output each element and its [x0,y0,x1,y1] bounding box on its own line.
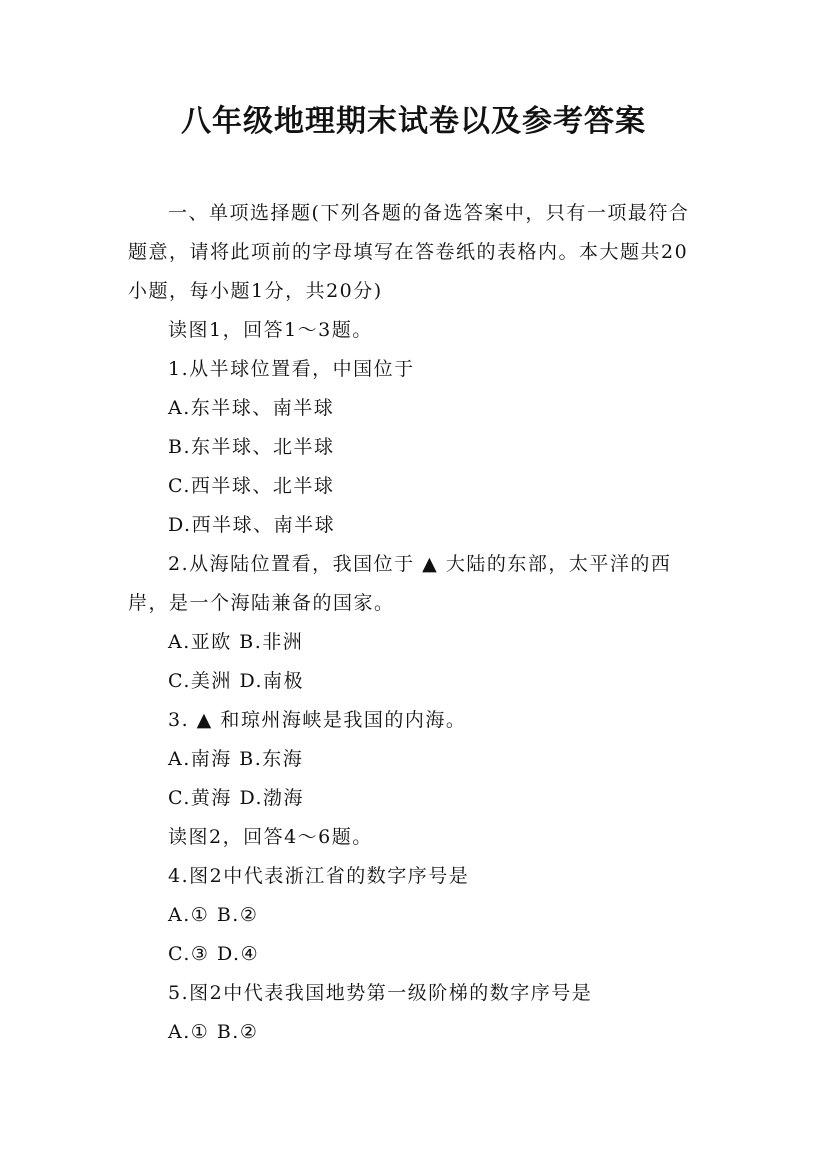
option-a: A.东半球、南半球 [168,397,335,419]
question-4: 4.图2中代表浙江省的数字序号是 [168,865,470,887]
question-2: 2.从海陆位置看，我国位于 ▲ 大陆的东部，太平洋的西岸，是一个海陆兼备的国家。 [128,553,672,614]
options-ab: A.亚欧 B.非洲 [168,631,304,653]
text-line: 读图1，回答1～3题。 [168,319,373,341]
options-cd: C.黄海 D.渤海 [168,787,305,809]
text-line: 读图2，回答4～6题。 [168,826,373,848]
options-cd: C.美洲 D.南极 [168,670,305,692]
options-ab: A.① B.② [168,904,259,926]
options-ab: A.南海 B.东海 [168,748,304,770]
option-b: B.东半球、北半球 [168,436,335,458]
question-5: 5.图2中代表我国地势第一级阶梯的数字序号是 [168,982,593,1004]
options-cd: C.③ D.④ [168,943,260,965]
section-heading: 一、单项选择题(下列各题的备选答案中，只有一项最符合题意，请将此项前的字母填写在答卷纸的表格内。本大题共20小题，每小题1分，共20分) [128,202,690,302]
option-d: D.西半球、南半球 [168,514,336,536]
document-body [128,194,703,1052]
option-c: C.西半球、北半球 [168,475,335,497]
options-ab: A.① B.② [168,1021,259,1043]
question-3: 3. ▲ 和琼州海峡是我国的内海。 [168,709,467,731]
page-title: 八年级地理期末试卷以及参考答案 [181,104,646,139]
question-1: 1.从半球位置看，中国位于 [168,358,415,380]
